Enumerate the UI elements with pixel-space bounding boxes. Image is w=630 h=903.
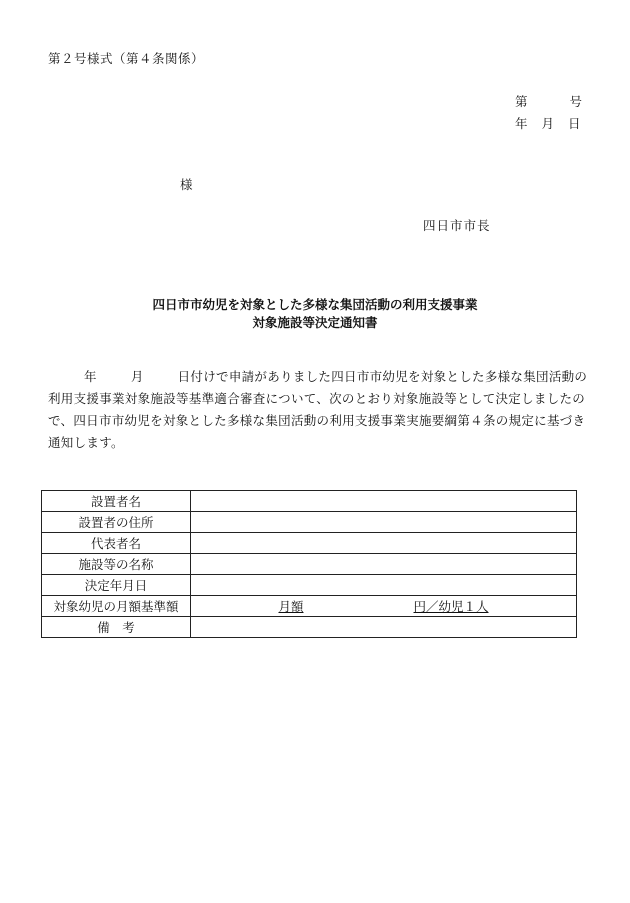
table-row	[42, 575, 577, 596]
table-row	[42, 617, 577, 638]
sender-name: 四日市市長	[423, 218, 491, 233]
row-label-remarks: 備 考	[42, 617, 191, 638]
row-value-decision-date	[191, 575, 577, 596]
table-row	[42, 596, 577, 617]
table-row	[42, 512, 577, 533]
row-label-installer-address: 設置者の住所	[42, 512, 191, 533]
row-value-monthly-amount	[191, 596, 577, 617]
addressee-honorific: 様	[180, 177, 193, 192]
body-year: 年	[84, 369, 97, 384]
monthly-amount-text	[278, 599, 488, 614]
row-value-remarks	[191, 617, 577, 638]
row-value-installer-address	[191, 512, 577, 533]
row-value-representative	[191, 533, 577, 554]
row-label-facility-name: 施設等の名称	[42, 554, 191, 575]
document-title-line2: 対象施設等決定通知書	[252, 315, 378, 330]
body-paragraph: 日付けで申請がありました四日市市幼児を対象とした多様な集団活動の利用支援事業対象施設等基準適合審査について、次のとおり対象施設等として決定しましたので、四日市市幼児を対象とした多様な集団活動の利用支援事業実施要綱第４条の規定に基づき通知します。	[48, 369, 588, 450]
number-prefix: 第	[515, 94, 528, 109]
document-number-line	[515, 92, 582, 110]
row-label-decision-date: 決定年月日	[42, 575, 191, 596]
row-value-installer-name	[191, 491, 577, 512]
monthly-amount-suffix: 円／幼児１人	[413, 599, 489, 614]
row-label-representative: 代表者名	[42, 533, 191, 554]
document-date-line	[515, 114, 581, 132]
table-row	[42, 533, 577, 554]
row-label-installer-name: 設置者名	[42, 491, 191, 512]
document-title-line1: 四日市市幼児を対象とした多様な集団活動の利用支援事業	[152, 297, 478, 312]
facility-info-table	[41, 490, 577, 638]
date-year: 年	[515, 116, 528, 131]
date-month: 月	[541, 116, 555, 131]
body-month: 月	[130, 369, 144, 384]
form-number-label: 第２号様式（第４条関係）	[48, 51, 205, 66]
date-day: 日	[568, 116, 581, 131]
row-value-facility-name	[191, 554, 577, 575]
number-suffix: 号	[569, 94, 583, 109]
monthly-amount-prefix: 月額	[278, 599, 304, 614]
notice-body-text	[48, 366, 588, 454]
table-row	[42, 554, 577, 575]
table-row	[42, 491, 577, 512]
row-label-monthly-amount: 対象幼児の月額基準額	[42, 596, 191, 617]
